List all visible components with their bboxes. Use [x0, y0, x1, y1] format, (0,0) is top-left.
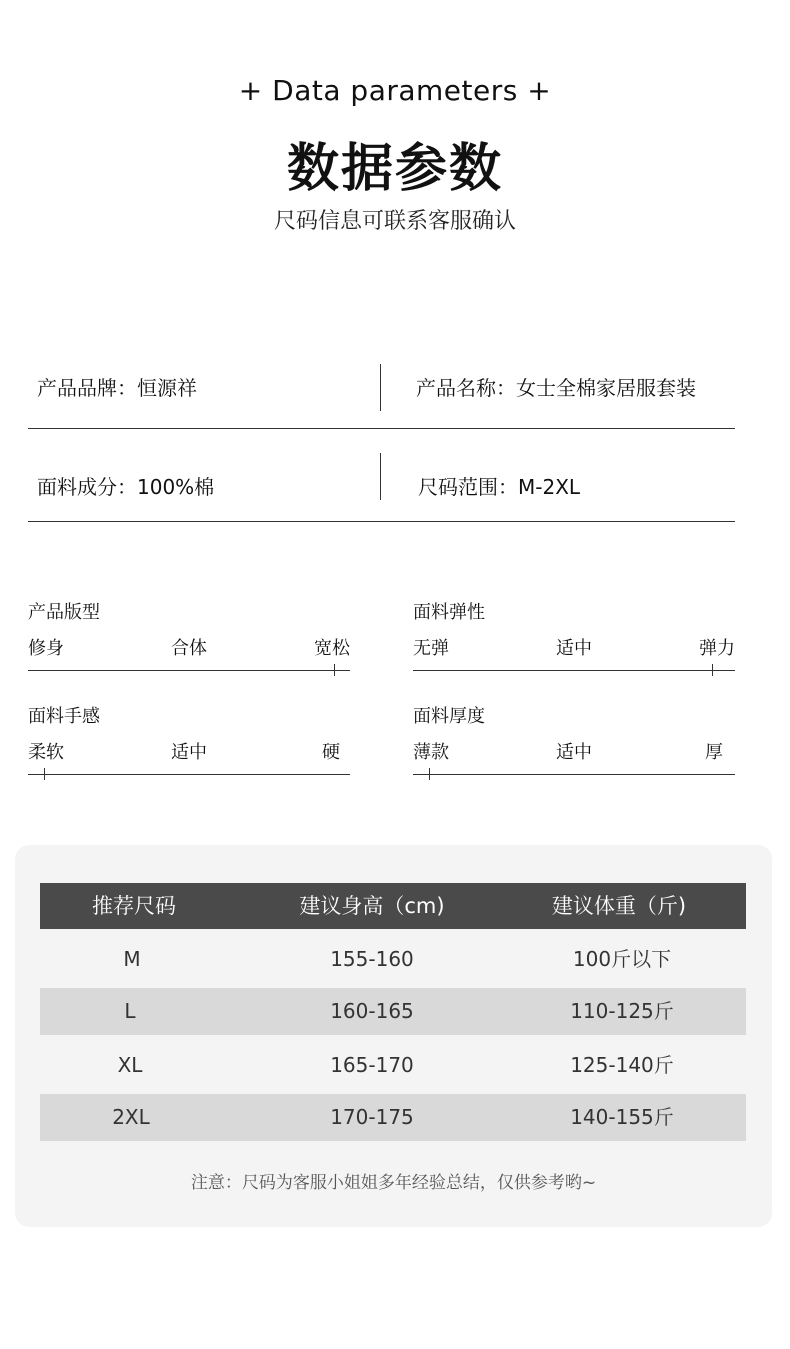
table-cell-height: 165-170 — [330, 1053, 414, 1077]
slider-thickness — [413, 702, 735, 782]
slider-label-high: 弹力 — [699, 638, 735, 659]
slider-marker — [712, 664, 713, 676]
spec-bottom-separator — [28, 521, 735, 522]
slider-title: 面料弹性 — [413, 602, 485, 623]
table-cell-height: 170-175 — [330, 1105, 414, 1129]
spec-divider-2 — [380, 453, 381, 500]
table-cell-size: M — [123, 947, 141, 971]
table-cell-size: 2XL — [112, 1105, 150, 1129]
header-english-title: + Data parameters + — [238, 74, 552, 107]
slider-marker — [429, 768, 430, 780]
slider-title: 面料厚度 — [413, 706, 485, 727]
size-table-note: 注意：尺码为客服小姐姐多年经验总结，仅供参考哟~ — [190, 1173, 597, 1193]
table-cell-size: L — [124, 999, 136, 1023]
slider-track — [28, 774, 350, 775]
table-cell-height: 160-165 — [330, 999, 414, 1023]
slider-track — [28, 670, 350, 671]
slider-hand-feel — [28, 702, 350, 782]
spec-size-range: 尺码范围：M-2XL — [418, 475, 581, 499]
slider-label-high: 宽松 — [314, 638, 350, 659]
slider-marker — [44, 768, 45, 780]
table-cell-weight: 110-125斤 — [570, 999, 674, 1023]
slider-label-low: 薄款 — [413, 742, 449, 763]
table-header-size: 推荐尺码 — [92, 894, 176, 918]
slider-fit — [28, 598, 350, 678]
spec-product-name: 产品名称：女士全棉家居服套装 — [416, 376, 696, 400]
table-cell-weight: 125-140斤 — [570, 1053, 674, 1077]
page-subtitle: 尺码信息可联系客服确认 — [273, 209, 516, 234]
slider-label-mid: 适中 — [556, 638, 592, 659]
spec-fabric: 面料成分：100%棉 — [37, 475, 215, 499]
spec-divider-1 — [380, 364, 381, 411]
table-cell-weight: 100斤以下 — [572, 947, 672, 971]
slider-label-high: 厚 — [705, 742, 723, 763]
spec-brand: 产品品牌：恒源祥 — [37, 376, 197, 400]
slider-track — [413, 670, 735, 671]
table-cell-size: XL — [117, 1053, 143, 1077]
slider-label-low: 无弹 — [413, 638, 449, 659]
slider-elasticity — [413, 598, 735, 678]
slider-track — [413, 774, 735, 775]
table-cell-height: 155-160 — [330, 947, 414, 971]
slider-title: 产品版型 — [28, 602, 100, 623]
slider-marker — [334, 664, 335, 676]
spec-row-separator — [28, 428, 735, 429]
slider-label-mid: 合体 — [171, 638, 207, 659]
page-title: 数据参数 — [286, 139, 503, 199]
table-cell-weight: 140-155斤 — [570, 1105, 674, 1129]
slider-label-high: 硬 — [322, 742, 340, 763]
slider-title: 面料手感 — [28, 706, 100, 727]
slider-label-mid: 适中 — [171, 742, 207, 763]
slider-label-mid: 适中 — [556, 742, 592, 763]
table-header-height: 建议身高（cm) — [299, 894, 445, 918]
table-header-weight: 建议体重（斤) — [551, 894, 687, 918]
slider-label-low: 柔软 — [28, 742, 64, 763]
slider-label-low: 修身 — [28, 638, 64, 659]
